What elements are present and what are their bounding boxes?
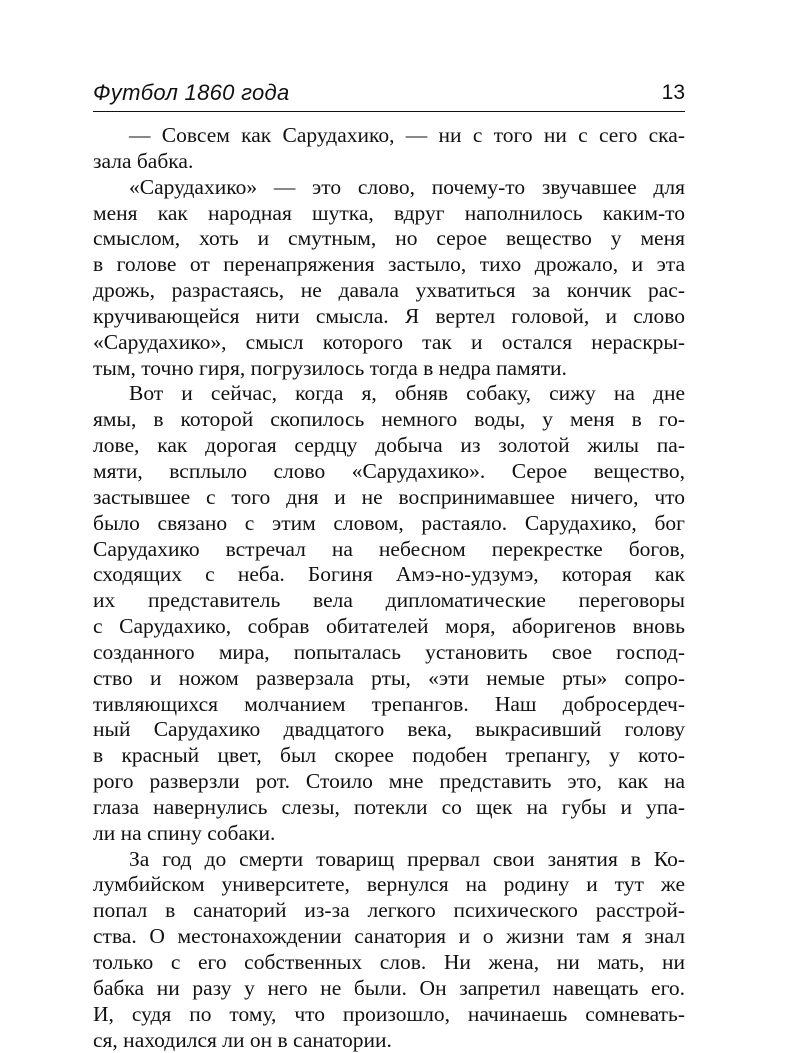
text-line: тым, точно гиря, погрузилось тогда в недра памяти. [93,355,567,380]
text-line: И, судя по тому, что произошло, начинаешь сомневать- [93,1001,685,1026]
text-line: рого разверзли рот. Стоило мне представить это, как на [93,769,685,794]
running-header-title: Футбол 1860 года [93,80,290,105]
text-line: только с его собственных слов. Ни жена, ни мать, ни [93,950,685,974]
text-line: ство и ножом разверзала рты, «эти немые рты» сопро- [93,665,685,690]
text-line: «Сарудахико», смысл которого так и остался нераскры- [93,329,685,354]
header-divider [93,111,685,112]
text-line: с Сарудахико, собрав обитателей моря, аборигенов вновь [93,614,685,639]
text-line: в голове от перенапряжения застыло, тихо дрожало, и эта [93,252,685,277]
text-line: ный Сарудахико двадцатого века, выкрасивший голову [93,717,685,742]
text-line: ся, находился ли он в санатории. [93,1027,392,1052]
text-line: в красный цвет, был скорее подобен трепангу, у кото- [93,743,685,768]
text-line: ямы, в которой скопилось немного воды, у меня в го- [93,407,685,432]
text-line: бабка ни разу у него не были. Он запретил навещать его. [93,975,685,1000]
page-number: 13 [661,81,685,104]
text-line: попал в санаторий из-за легкого психического расстрой- [93,898,685,923]
text-line: меня как народная шутка, вдруг наполнилось каким-то [93,200,685,225]
running-header [93,78,685,108]
text-line: ства. О местонахождении санатория и о жизни там я знал [93,924,685,949]
text-line: Сарудахико встречал на небесном перекрестке богов, [93,536,685,561]
text-line: тивляющихся молчанием трепангов. Наш добросердеч- [93,691,685,716]
text-line: глаза навернулись слезы, потекли со щек на губы и упа- [93,794,685,819]
text-line: было связано с этим словом, растаяло. Сарудахико, бог [93,510,685,535]
text-line: лумбийском университете, вернулся на родину и тут же [93,872,685,897]
text-line: кручивающейся нити смысла. Я вертел головой, и слово [93,303,685,328]
text-line: созданного мира, попыталась установить свое господ- [93,639,685,664]
text-line: смыслом, хоть и смутным, но серое вещество у меня [93,226,685,251]
text-line: сходящих с неба. Богиня Амэ-но-удзумэ, которая как [93,562,685,587]
text-line: лове, как дорогая сердцу добыча из золотой жилы па- [93,433,685,458]
text-line: «Сарудахико» — это слово, почему-то звучавшее для [129,174,685,199]
text-line: мяти, всплыло слово «Сарудахико». Серое вещество, [93,458,685,483]
text-line: За год до смерти товарищ прервал свои занятия в Ко- [129,846,685,871]
text-line: ли на спину собаки. [93,820,276,845]
text-line: — Совсем как Сарудахико, — ни с того ни с сего ска- [129,123,685,147]
text-line: зала бабка. [93,148,194,173]
body-text [93,123,685,1053]
text-line: их представитель вела дипломатические переговоры [93,588,685,613]
text-line: дрожь, разрастаясь, не давала ухватиться за кончик рас- [93,278,685,303]
text-line: Вот и сейчас, когда я, обняв собаку, сижу на дне [129,381,685,406]
text-line: застывшее с того дня и не воспринимавшее ничего, что [93,484,685,509]
